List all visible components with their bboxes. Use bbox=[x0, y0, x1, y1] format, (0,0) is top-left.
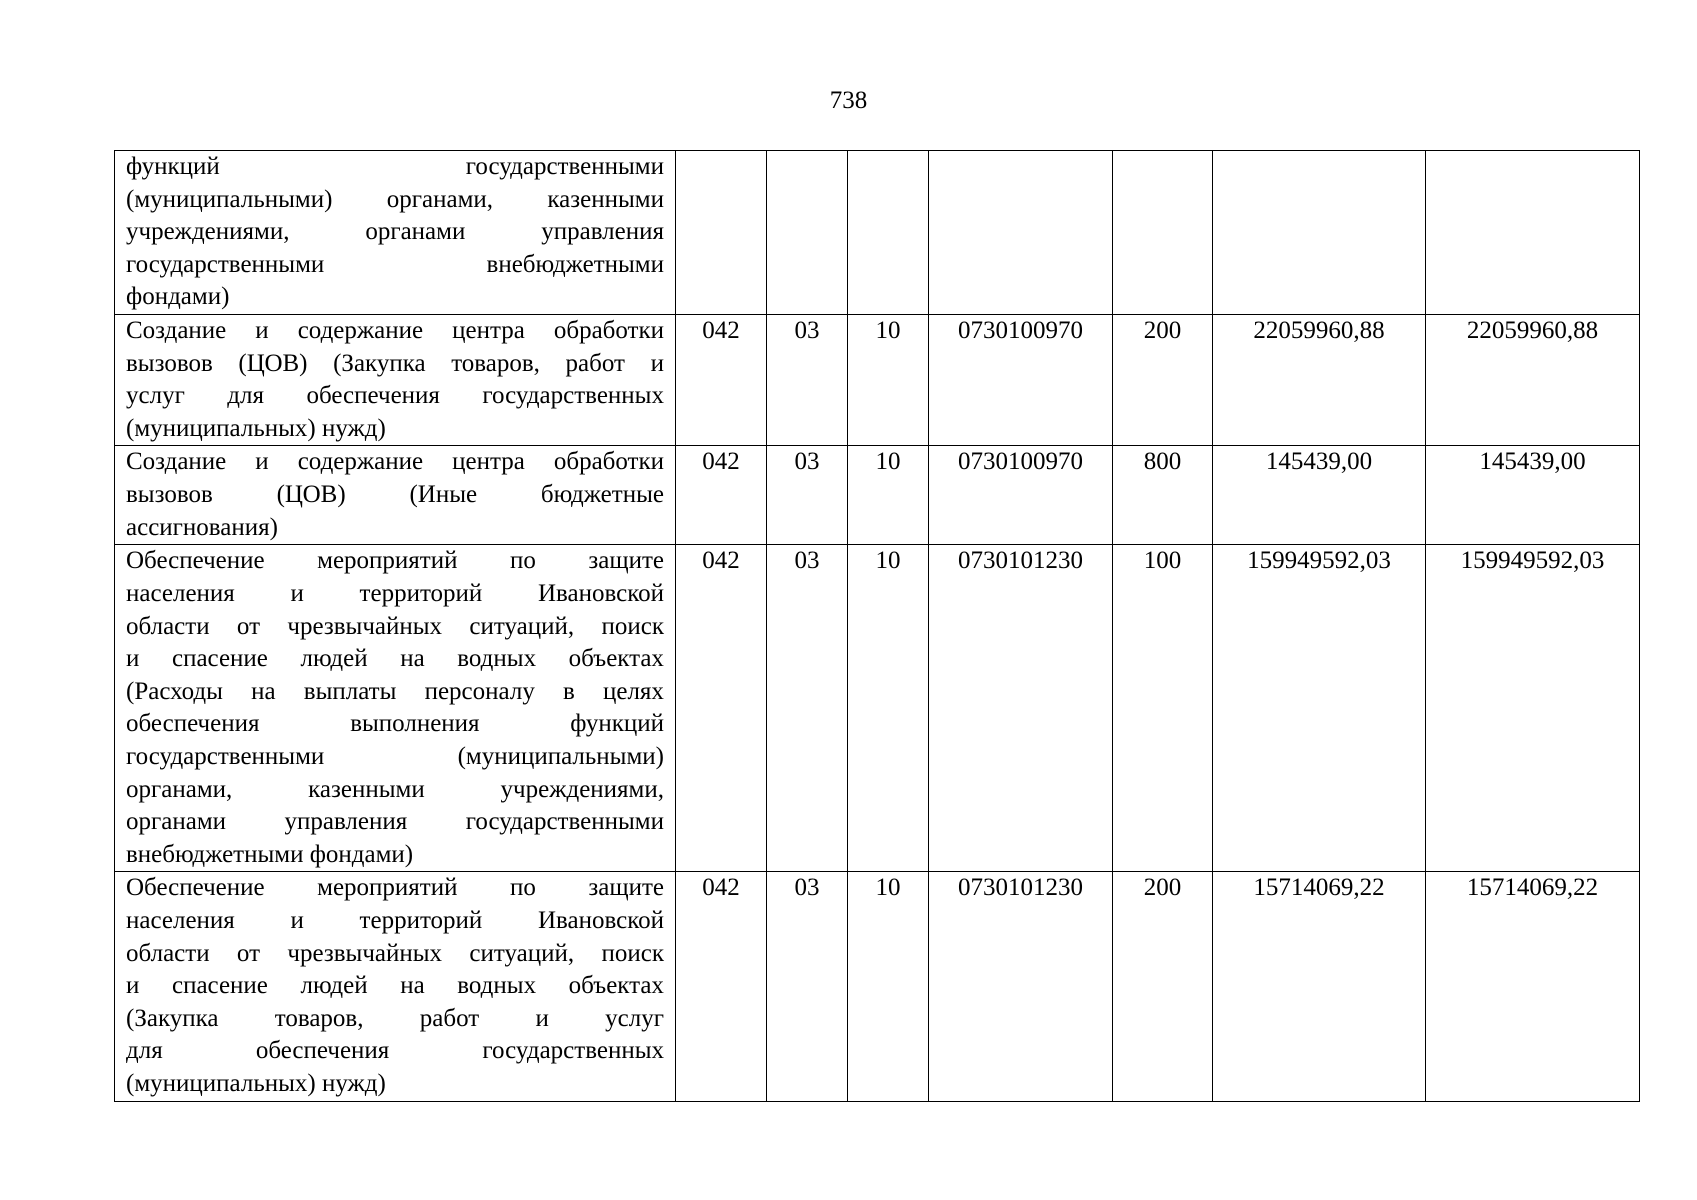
word: центра bbox=[452, 317, 525, 344]
description-line bbox=[126, 938, 664, 971]
description-line bbox=[126, 151, 664, 184]
table-row bbox=[115, 315, 1640, 446]
word: Создание bbox=[126, 448, 227, 476]
description-line bbox=[126, 643, 664, 676]
word: на bbox=[400, 972, 425, 1000]
description-line bbox=[126, 1035, 664, 1068]
word: области bbox=[126, 612, 210, 640]
expense-type-cell: 200 bbox=[1113, 872, 1213, 1101]
word: и bbox=[255, 448, 269, 476]
word: по bbox=[509, 547, 536, 575]
word: выполнения bbox=[350, 710, 480, 738]
description-line bbox=[126, 1003, 664, 1036]
subsection-code-cell: 10 bbox=[848, 545, 929, 872]
word: (муниципальными) bbox=[457, 742, 664, 770]
word: казенными bbox=[547, 185, 664, 213]
word: и bbox=[290, 579, 304, 607]
word: и bbox=[650, 349, 664, 377]
word: объектах bbox=[568, 972, 664, 1000]
word: объектах bbox=[568, 645, 664, 673]
description-cell bbox=[115, 872, 676, 1101]
amount-1-cell: 159949592,03 bbox=[1213, 545, 1426, 872]
description-line: ассигнования) bbox=[126, 513, 278, 541]
word: (ЦОВ) bbox=[276, 480, 346, 508]
amount-1-cell: 145439,00 bbox=[1213, 446, 1426, 545]
word: обеспечения bbox=[306, 382, 440, 410]
expense-type-cell bbox=[1113, 151, 1213, 315]
description-line: внебюджетными фондами) bbox=[126, 840, 414, 868]
word: Ивановской bbox=[537, 579, 664, 607]
word: услуг bbox=[605, 1004, 664, 1032]
target-code-cell: 0730100970 bbox=[929, 315, 1113, 446]
word: чрезвычайных bbox=[287, 939, 443, 967]
word: (Иные bbox=[409, 480, 478, 508]
word: поиск bbox=[601, 612, 664, 640]
amount-2-cell: 145439,00 bbox=[1426, 446, 1640, 545]
table-body bbox=[115, 151, 1640, 1102]
word: и bbox=[126, 972, 140, 1000]
word: работ bbox=[419, 1004, 480, 1032]
word: государственными bbox=[465, 808, 664, 836]
target-code-cell: 0730101230 bbox=[929, 545, 1113, 872]
admin-code-cell: 042 bbox=[676, 315, 767, 446]
word: услуг bbox=[126, 382, 185, 410]
description-line bbox=[126, 578, 664, 611]
word: мероприятий bbox=[317, 874, 458, 902]
word: (Расходы bbox=[126, 677, 223, 705]
word: обеспечения bbox=[255, 1037, 390, 1065]
description-line bbox=[126, 216, 664, 249]
subsection-code-cell: 10 bbox=[848, 872, 929, 1101]
subsection-code-cell: 10 bbox=[848, 446, 929, 545]
word: товаров, bbox=[451, 349, 540, 377]
amount-1-cell bbox=[1213, 151, 1426, 315]
description-line bbox=[126, 774, 664, 807]
word: обработки bbox=[553, 317, 664, 344]
admin-code-cell bbox=[676, 151, 767, 315]
word: внебюджетными bbox=[486, 250, 664, 278]
word: людей bbox=[300, 972, 368, 1000]
word: (ЦОВ) bbox=[238, 349, 308, 377]
word: на bbox=[251, 677, 276, 705]
description-line bbox=[126, 249, 664, 282]
description-line bbox=[126, 545, 664, 578]
word: Ивановской bbox=[537, 906, 664, 934]
description-line bbox=[126, 806, 664, 839]
word: области bbox=[126, 939, 210, 967]
description-line bbox=[126, 184, 664, 217]
word: органами bbox=[365, 218, 466, 246]
word: по bbox=[509, 874, 536, 902]
description-line bbox=[126, 872, 664, 905]
word: учреждениями, bbox=[126, 218, 290, 246]
word: государственными bbox=[126, 250, 325, 278]
word: центра bbox=[452, 448, 525, 476]
word: от bbox=[236, 939, 261, 967]
word: обеспечения bbox=[126, 710, 260, 738]
section-code-cell: 03 bbox=[767, 545, 848, 872]
amount-1-cell: 22059960,88 bbox=[1213, 315, 1426, 446]
word: (Закупка bbox=[126, 1004, 219, 1032]
word: (Закупка bbox=[333, 349, 426, 377]
description-line bbox=[126, 741, 664, 774]
word: поиск bbox=[601, 939, 664, 967]
word: территорий bbox=[359, 906, 483, 934]
word: в bbox=[563, 677, 575, 705]
word: водных bbox=[457, 645, 537, 673]
amount-2-cell: 159949592,03 bbox=[1426, 545, 1640, 872]
description-line: (муниципальных) нужд) bbox=[126, 1069, 386, 1097]
description-cell bbox=[115, 151, 676, 315]
word: спасение bbox=[171, 972, 268, 1000]
description-line bbox=[126, 708, 664, 741]
section-code-cell: 03 bbox=[767, 446, 848, 545]
word: работ bbox=[565, 349, 625, 377]
target-code-cell bbox=[929, 151, 1113, 315]
target-code-cell: 0730100970 bbox=[929, 446, 1113, 545]
word: содержание bbox=[297, 448, 424, 476]
word: органами, bbox=[126, 775, 233, 803]
word: государственными bbox=[126, 742, 325, 770]
section-code-cell: 03 bbox=[767, 872, 848, 1101]
word: от bbox=[236, 612, 261, 640]
word: казенными bbox=[308, 775, 425, 803]
table-row bbox=[115, 872, 1640, 1101]
word: территорий bbox=[359, 579, 483, 607]
word: функций bbox=[126, 153, 220, 180]
description-line bbox=[126, 315, 664, 348]
description-cell bbox=[115, 446, 676, 545]
word: мероприятий bbox=[317, 547, 458, 575]
word: учреждениями, bbox=[500, 775, 664, 803]
page-number: 738 bbox=[829, 87, 868, 114]
word: целях bbox=[602, 677, 664, 705]
section-code-cell bbox=[767, 151, 848, 315]
word: Обеспечение bbox=[126, 547, 265, 575]
word: спасение bbox=[171, 645, 268, 673]
word: Создание bbox=[126, 317, 227, 344]
word: органами, bbox=[386, 185, 494, 213]
description-line bbox=[126, 905, 664, 938]
amount-2-cell: 15714069,22 bbox=[1426, 872, 1640, 1101]
description-cell bbox=[115, 315, 676, 446]
expense-type-cell: 200 bbox=[1113, 315, 1213, 446]
word: и bbox=[126, 645, 140, 673]
word: содержание bbox=[297, 317, 424, 344]
table-row bbox=[115, 545, 1640, 872]
word: управления bbox=[541, 218, 664, 246]
word: государственных bbox=[482, 1037, 664, 1065]
word: для bbox=[227, 382, 264, 410]
amount-2-cell: 22059960,88 bbox=[1426, 315, 1640, 446]
description-line bbox=[126, 479, 664, 512]
word: для bbox=[126, 1037, 163, 1065]
word: защите bbox=[588, 874, 664, 902]
word: персоналу bbox=[424, 677, 535, 705]
word: государственных bbox=[482, 382, 664, 410]
description-line bbox=[126, 611, 664, 644]
admin-code-cell: 042 bbox=[676, 545, 767, 872]
word: функций bbox=[570, 710, 664, 738]
word: на bbox=[400, 645, 425, 673]
word: и bbox=[290, 906, 304, 934]
admin-code-cell: 042 bbox=[676, 446, 767, 545]
amount-1-cell: 15714069,22 bbox=[1213, 872, 1426, 1101]
word: чрезвычайных bbox=[287, 612, 443, 640]
word: государственными bbox=[465, 153, 664, 180]
description-line: (муниципальных) нужд) bbox=[126, 414, 386, 442]
word: и bbox=[255, 317, 269, 344]
word: выплаты bbox=[303, 677, 397, 705]
description-line bbox=[126, 676, 664, 709]
subsection-code-cell bbox=[848, 151, 929, 315]
word: ситуаций, bbox=[469, 939, 575, 967]
description-line bbox=[126, 970, 664, 1003]
description-line bbox=[126, 380, 664, 413]
word: (муниципальными) bbox=[126, 185, 333, 213]
word: органами bbox=[126, 808, 227, 836]
word: управления bbox=[284, 808, 408, 836]
word: людей bbox=[300, 645, 368, 673]
word: населения bbox=[126, 906, 235, 934]
word: товаров, bbox=[274, 1004, 364, 1032]
word: обработки bbox=[553, 448, 664, 476]
word: вызовов bbox=[126, 349, 213, 377]
word: Обеспечение bbox=[126, 874, 265, 902]
word: защите bbox=[588, 547, 664, 575]
expense-type-cell: 100 bbox=[1113, 545, 1213, 872]
amount-2-cell bbox=[1426, 151, 1640, 315]
word: населения bbox=[126, 579, 235, 607]
budget-table bbox=[114, 150, 1640, 1102]
description-line: фондами) bbox=[126, 283, 230, 311]
word: вызовов bbox=[126, 480, 213, 508]
word: бюджетные bbox=[540, 480, 664, 508]
target-code-cell: 0730101230 bbox=[929, 872, 1113, 1101]
word: ситуаций, bbox=[469, 612, 575, 640]
section-code-cell: 03 bbox=[767, 315, 848, 446]
subsection-code-cell: 10 bbox=[848, 315, 929, 446]
description-line bbox=[126, 446, 664, 479]
description-line bbox=[126, 348, 664, 381]
word: водных bbox=[457, 972, 537, 1000]
table-row bbox=[115, 446, 1640, 545]
description-cell bbox=[115, 545, 676, 872]
admin-code-cell: 042 bbox=[676, 872, 767, 1101]
table-row bbox=[115, 151, 1640, 315]
word: и bbox=[535, 1004, 549, 1032]
expense-type-cell: 800 bbox=[1113, 446, 1213, 545]
